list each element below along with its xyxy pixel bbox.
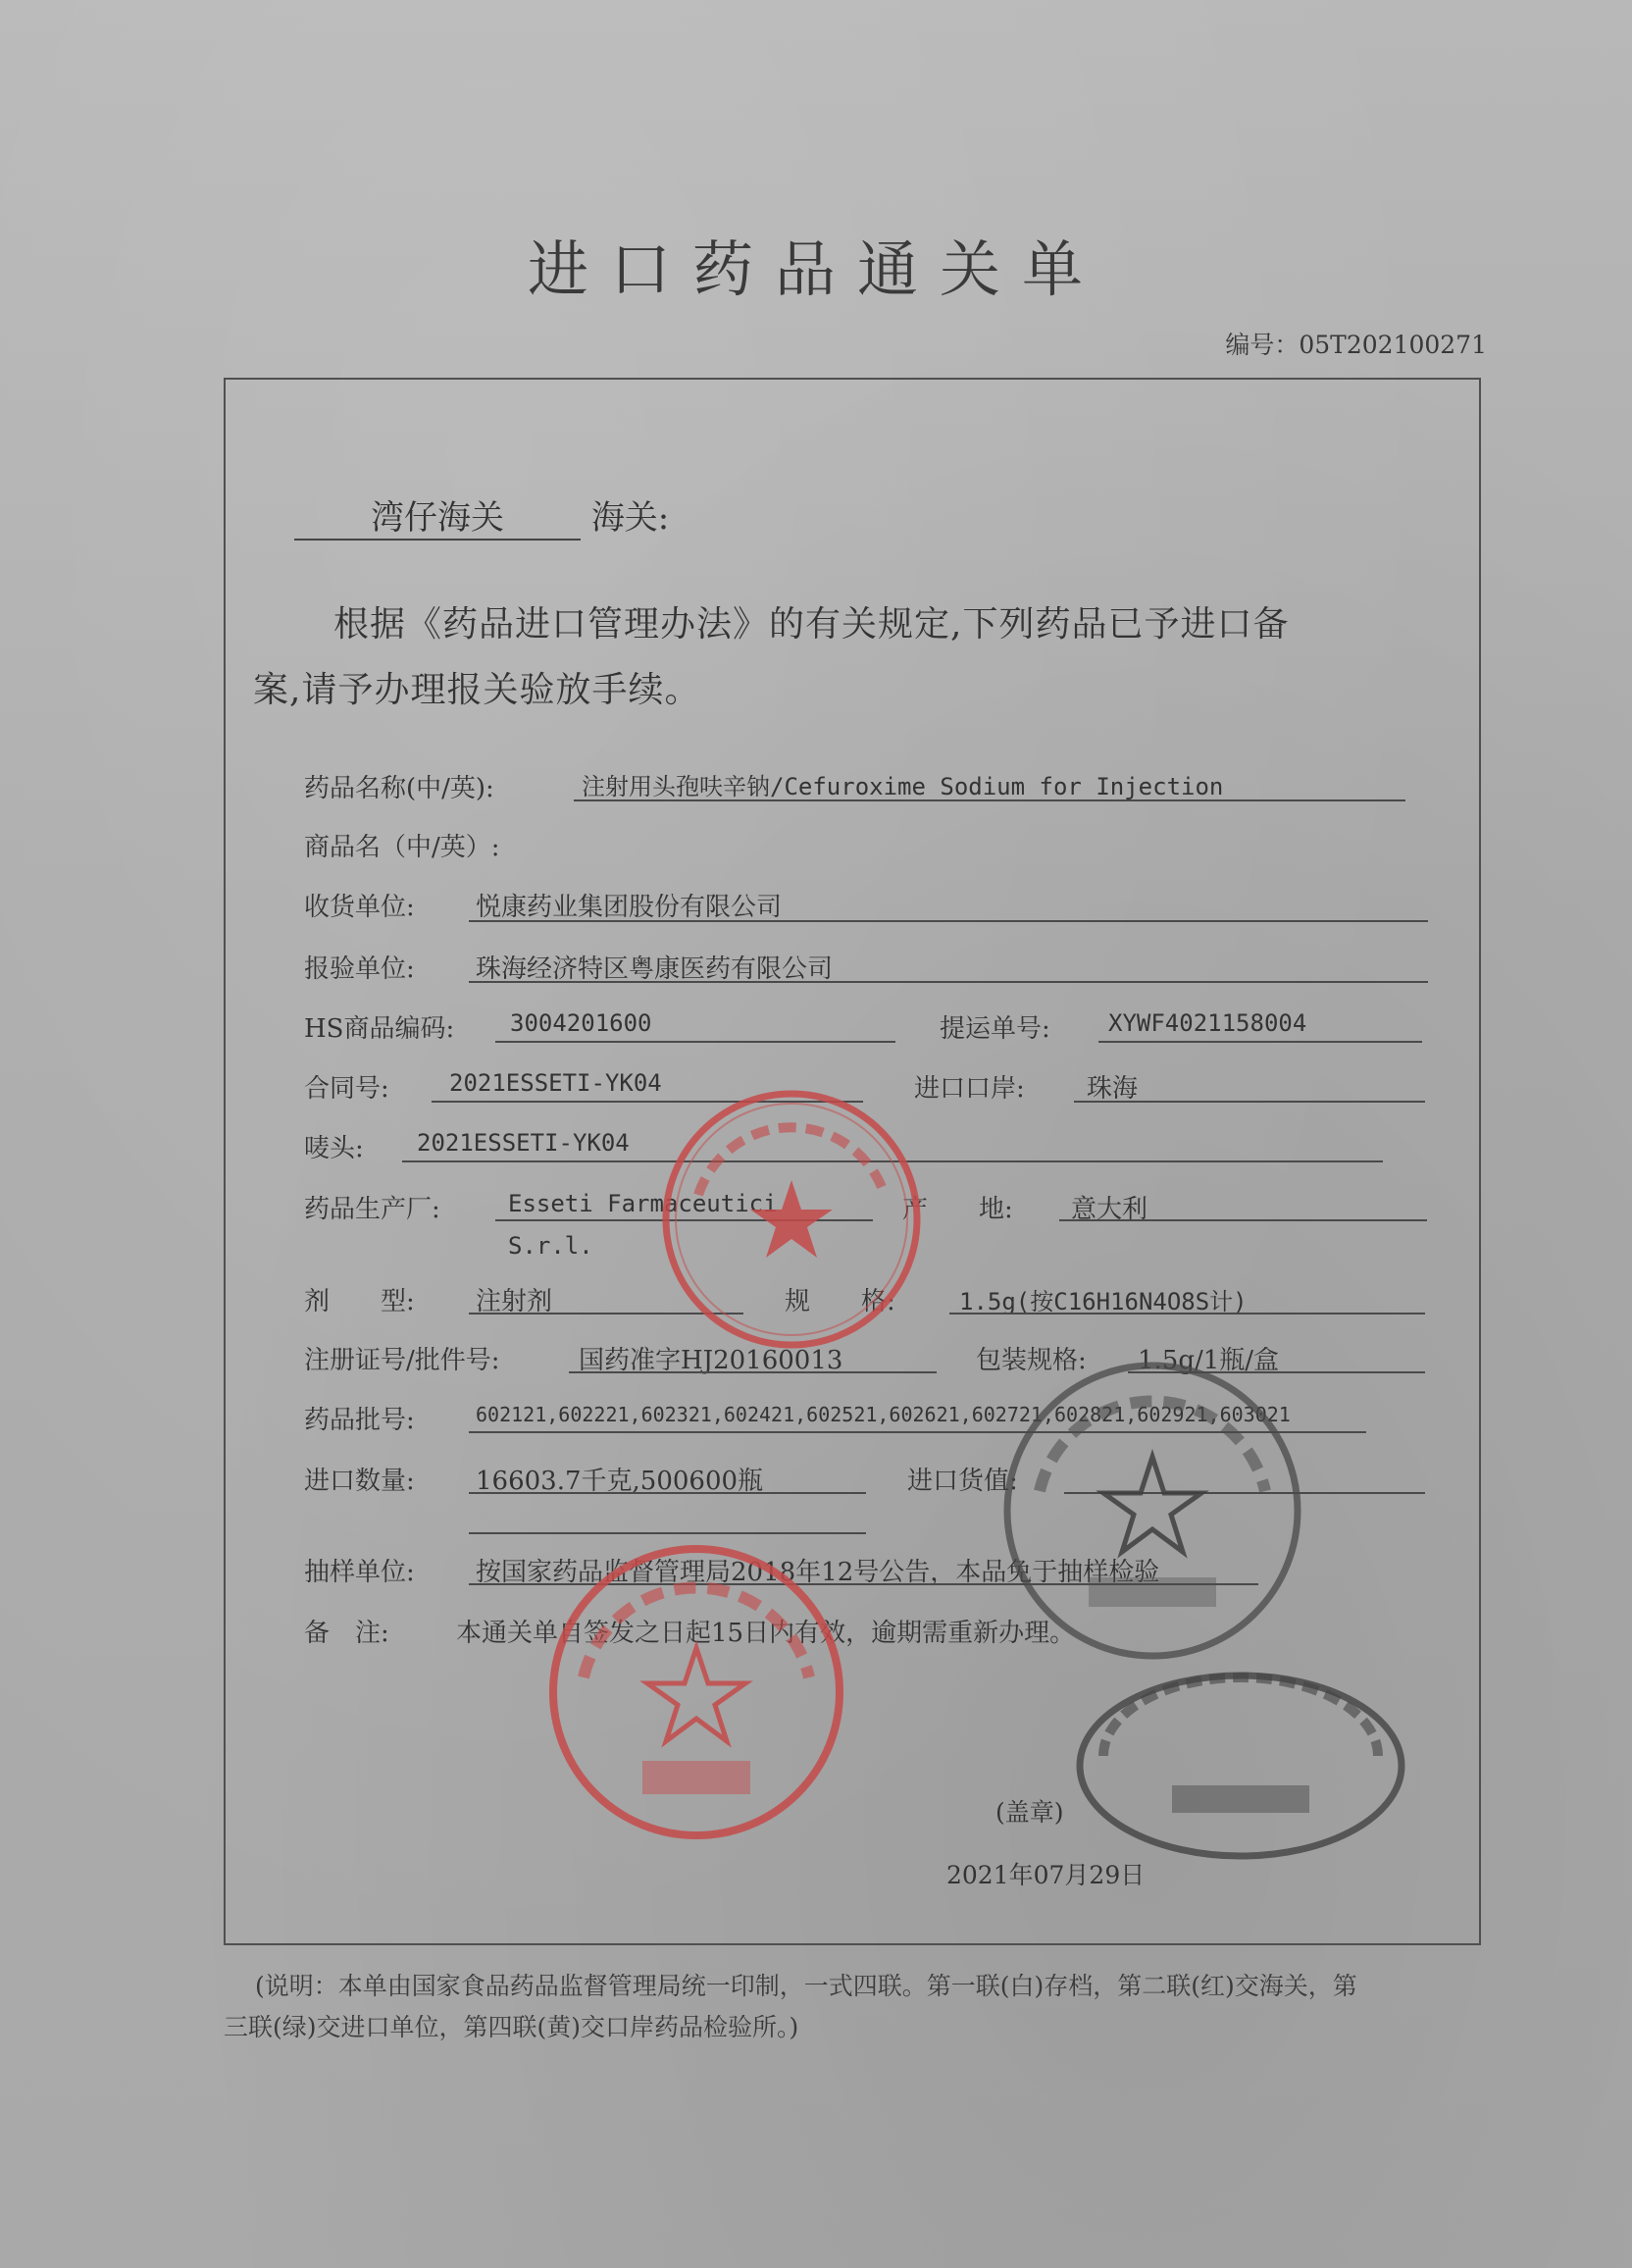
dosage-form-label: 剂 型: — [304, 1287, 415, 1316]
footnote-line-1: (说明：本单由国家食品药品监督管理局统一印制，一式四联。第一联(白)存档，第二联(红)交海关，第 — [255, 1972, 1357, 2000]
bill-no-value: XYWF4021158004 — [1108, 1009, 1307, 1037]
gray-bureau-seal — [995, 1354, 1309, 1668]
document-title: 进口药品通关单 — [527, 233, 1104, 305]
manufacturer-value: Esseti Farmaceutici — [508, 1190, 778, 1217]
consignee-value: 悦康药业集团股份有限公司 — [476, 893, 783, 922]
addressee-line — [294, 490, 669, 541]
port-value: 珠海 — [1087, 1074, 1139, 1104]
package-label: 包装规格: — [976, 1346, 1087, 1375]
spec-underline — [949, 1313, 1425, 1314]
issue-date: 2021年07月29日 — [946, 1861, 1146, 1889]
sampling-value: 按国家药品监督管理局2018年12号公告，本品免于抽样检验 — [476, 1558, 1160, 1587]
drug-name-underline — [574, 799, 1405, 801]
inspector-value: 珠海经济特区粤康医药有限公司 — [476, 954, 834, 984]
batch-no-label: 药品批号: — [304, 1406, 415, 1435]
quantity-underline — [469, 1492, 866, 1494]
seal-note: (盖章) — [995, 1798, 1064, 1827]
contract-no-value: 2021ESSETI-YK04 — [449, 1069, 662, 1097]
customs-name: 湾仔海关 — [294, 490, 581, 541]
mark-value: 2021ESSETI-YK04 — [417, 1129, 630, 1157]
port-label: 进口口岸: — [914, 1074, 1025, 1104]
batch-no-value: 602121,602221,602321,602421,602521,602621,602721,602821,602921,603021 — [476, 1403, 1291, 1426]
gray-oval-seal — [1074, 1668, 1407, 1864]
contract-no-label: 合同号: — [304, 1074, 389, 1104]
dosage-form-value: 注射剂 — [476, 1287, 553, 1316]
origin-label: 产 地: — [902, 1195, 1013, 1224]
goods-value-label: 进口货值: — [907, 1467, 1018, 1496]
bill-no-label: 提运单号: — [940, 1014, 1050, 1044]
port-underline — [1074, 1101, 1425, 1103]
reg-no-value: 国药准字HJ20160013 — [579, 1346, 843, 1375]
drug-name-value: 注射用头孢呋辛钠/Cefuroxime Sodium for Injection — [582, 773, 1224, 800]
quantity-value: 16603.7千克,500600瓶 — [476, 1467, 764, 1496]
manufacturer-label: 药品生产厂: — [304, 1195, 440, 1224]
sampling-label: 抽样单位: — [304, 1558, 415, 1587]
reg-no-label: 注册证号/批件号: — [304, 1346, 500, 1375]
quantity-underline-2 — [469, 1532, 866, 1534]
remark-label: 备 注: — [304, 1619, 389, 1648]
bill-no-underline — [1098, 1041, 1422, 1043]
consignee-underline — [469, 920, 1428, 922]
hs-code-value: 3004201600 — [510, 1009, 652, 1037]
spec-label: 规 格: — [785, 1287, 895, 1316]
quantity-label: 进口数量: — [304, 1467, 415, 1496]
spec-value: 1.5g(按C16H16N4O8S计) — [959, 1288, 1248, 1315]
red-quality-seal — [544, 1540, 848, 1844]
inspector-underline — [469, 981, 1428, 983]
addressee-suffix: 海关: — [590, 498, 670, 538]
remark-value: 本通关单自签发之日起15日内有效，逾期需重新办理。 — [456, 1619, 1076, 1648]
origin-underline — [1059, 1219, 1427, 1221]
consignee-label: 收货单位: — [304, 893, 415, 922]
intro-line-2: 案,请予办理报关验放手续。 — [253, 670, 701, 710]
hs-code-underline — [495, 1041, 895, 1043]
origin-value: 意大利 — [1071, 1195, 1148, 1224]
trade-name-label: 商品名（中/英）: — [304, 833, 500, 862]
manufacturer-value-2: S.r.l. — [508, 1232, 593, 1260]
inspector-label: 报验单位: — [304, 954, 415, 984]
intro-line-1: 根据《药品进口管理办法》的有关规定,下列药品已予进口备 — [333, 604, 1290, 644]
drug-name-label: 药品名称(中/英): — [304, 774, 494, 803]
hs-code-label: HS商品编码: — [304, 1014, 455, 1044]
mark-label: 唛头: — [304, 1134, 364, 1163]
package-value: 1.5g/1瓶/盒 — [1138, 1346, 1280, 1375]
footnote-line-2: 三联(绿)交进口单位，第四联(黄)交口岸药品检验所。) — [224, 2013, 799, 2041]
red-company-seal — [659, 1087, 924, 1352]
serial-number: 编号：05T202100271 — [1225, 331, 1487, 359]
reg-no-underline — [569, 1371, 937, 1373]
